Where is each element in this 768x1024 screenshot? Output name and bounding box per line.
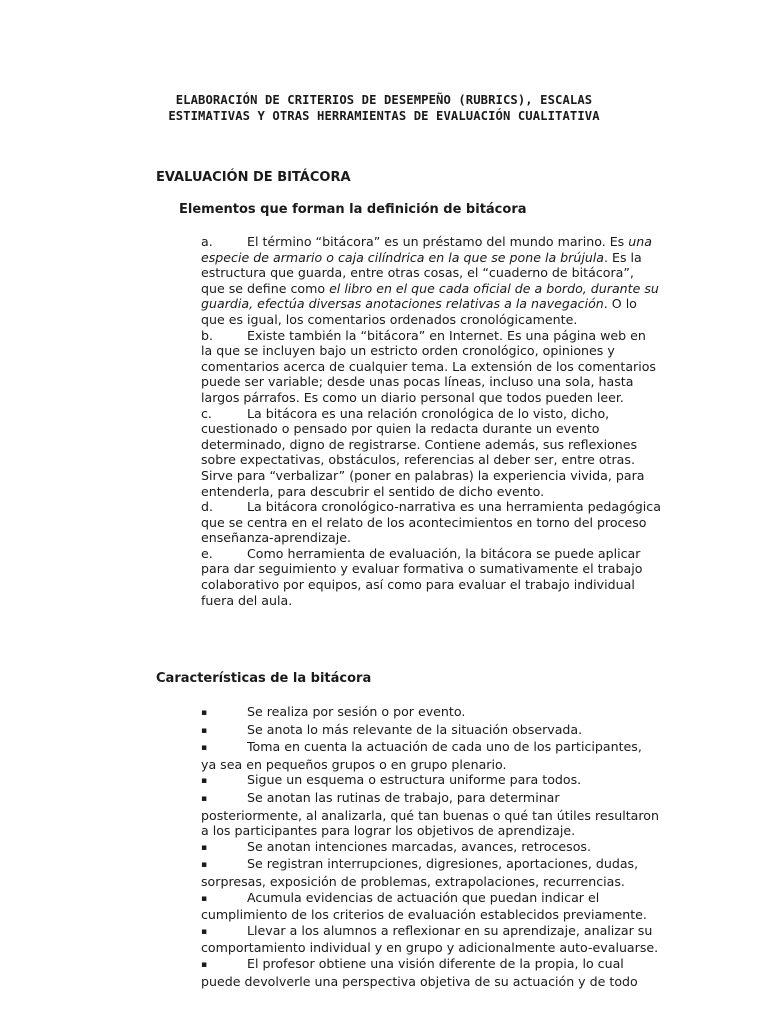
subsection-heading: Elementos que forman la definición de bitácora <box>179 202 527 217</box>
list-item <box>201 546 661 608</box>
item-text: Toma en cuenta la actuación de cada uno de los participantes, ya sea en pequeños grupos o en grupo plenario. <box>201 739 642 772</box>
item-text: Acumula evidencias de actuación que puedan indicar el cumplimiento de los criterios de evaluación establecidos previamente. <box>201 889 647 923</box>
item-text: Se anotan intenciones marcadas, avances, retrocesos. <box>247 838 591 854</box>
item-text: Se anotan las rutinas de trabajo, para determinar posteriormente, al analizarla, qué tan buenas o qué tan útiles resultaron a los participantes para lograr los objetivos de aprendizaje. <box>201 789 659 839</box>
bullet-icon: ▪ <box>201 893 208 904</box>
item-text: El profesor obtiene una visión diferente de la propia, lo cual puede devolverle una perspectiva objetiva de su actuación y de todo <box>201 955 638 989</box>
list-item <box>201 839 661 857</box>
item-marker: d. <box>201 499 213 515</box>
list-item <box>201 790 661 839</box>
item-text: La bitácora cronológico-narrativa es una herramienta pedagógica que se centra en el relato de los acontecimientos en torno del proceso enseñanza-aprendizaje. <box>201 499 661 546</box>
list-item <box>201 956 661 989</box>
characteristics-heading: Características de la bitácora <box>156 671 372 686</box>
item-italic-text: una especie de armario o caja cilíndrica en la que se pone la brújula <box>201 234 652 265</box>
bullet-icon: ▪ <box>201 793 208 804</box>
item-text: El término “bitácora” es un préstamo del mundo marino. Es <box>247 234 629 249</box>
list-item <box>201 890 661 923</box>
item-text: . Es la estructura que guarda, entre otras cosas, el “cuaderno de bitácora”, que se define como <box>201 249 642 296</box>
bullet-icon: ▪ <box>201 926 208 937</box>
item-marker: e. <box>201 545 213 561</box>
list-item <box>201 328 661 406</box>
section-heading: EVALUACIÓN DE BITÁCORA <box>156 170 351 185</box>
item-text: . O lo que es igual, los comentarios ordenados cronológicamente. <box>201 296 637 327</box>
characteristics-list <box>201 704 661 989</box>
list-item <box>201 856 661 889</box>
item-text: Se realiza por sesión o por evento. <box>247 704 466 719</box>
item-text: Se registran interrupciones, digresiones, aportaciones, dudas, sorpresas, exposición de problemas, extrapolaciones, recurrencias. <box>201 856 639 889</box>
list-item <box>201 772 661 790</box>
list-item <box>201 499 661 546</box>
list-item <box>201 234 661 328</box>
item-marker: c. <box>201 405 212 421</box>
item-text: Llevar a los alumnos a reflexionar en su aprendizaje, analizar su comportamiento individual y en grupo y adicionalmente auto-evaluarse. <box>201 922 659 956</box>
bullet-icon: ▪ <box>201 708 208 718</box>
list-item <box>201 406 661 500</box>
list-item <box>201 923 661 956</box>
list-item <box>201 722 661 740</box>
bullet-icon: ▪ <box>201 725 208 736</box>
item-text: Como herramienta de evaluación, la bitácora se puede aplicar para dar seguimiento y evaluar formativa o sumativamente el trabajo colaborativo por equipos, así como para evaluar el trabajo individual fuera del aula. <box>201 545 643 608</box>
bullet-icon: ▪ <box>201 776 208 787</box>
bullet-icon: ▪ <box>201 842 208 853</box>
document-title: ELABORACIÓN DE CRITERIOS DE DESEMPEÑO (RUBRICS), ESCALAS ESTIMATIVAS Y OTRAS HERRAMIENTAS DE EVALUACIÓN CUALITATIVA <box>168 93 600 123</box>
item-text: Sigue un esquema o estructura uniforme para todos. <box>247 772 582 788</box>
list-item <box>201 704 661 722</box>
item-text: La bitácora es una relación cronológica de lo visto, dicho, cuestionado o pensado por quien la redacta durante un evento determinado, digno de registrarse. Contiene además, sus reflexiones sobre expectativas, obstáculos, referencias al deber ser, entre otras. Sirve para “verbalizar” (poner en palabras) la experiencia vivida, para entenderla, para descubrir el sentido de dicho evento. <box>201 405 645 499</box>
list-item <box>201 739 661 772</box>
item-marker: b. <box>201 327 213 343</box>
bullet-icon: ▪ <box>201 743 208 754</box>
bullet-icon: ▪ <box>201 860 208 871</box>
bullet-icon: ▪ <box>201 959 208 970</box>
definition-list <box>201 234 661 608</box>
item-marker: a. <box>201 234 213 249</box>
item-text: Se anota lo más relevante de la situación observada. <box>247 721 583 737</box>
item-italic-text: el libro en el que cada oficial de a bordo, durante su guardia, efectúa diversas anotaciones relativas a la navegación <box>201 280 659 312</box>
item-text: Existe también la “bitácora” en Internet. Es una página web en la que se incluyen bajo un estricto orden cronológico, opiniones y comentarios acerca de cualquier tema. La extensión de los comentarios puede ser variable; desde unas pocas líneas, incluso una sola, hasta largos párrafos. Es como un diario personal que todos pueden leer. <box>201 327 656 405</box>
